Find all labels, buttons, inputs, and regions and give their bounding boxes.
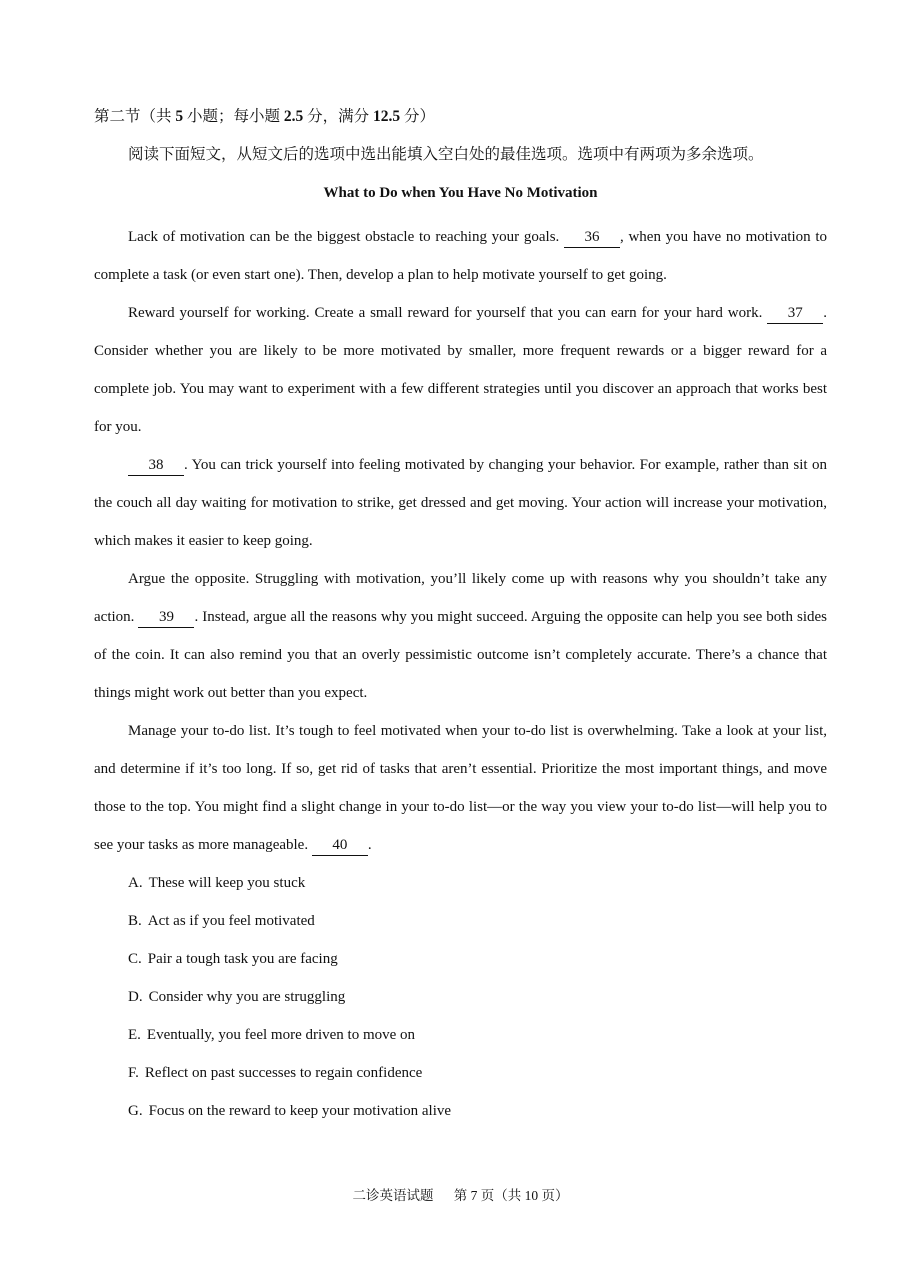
paragraph-text: , when you have no motivation to complete a task (or even start one). Then, develop a plan to help motivate yourself to get going. (94, 229, 828, 283)
option-letter: E. (128, 1027, 141, 1043)
option-a (94, 864, 827, 902)
option-text: Pair a tough task you are facing (147, 951, 338, 967)
option-letter: C. (128, 951, 142, 967)
option-text: Focus on the reward to keep your motivation alive (148, 1103, 452, 1119)
paragraph-3 (94, 446, 827, 560)
answer-options (94, 864, 827, 1130)
section-label: 分） (400, 108, 436, 125)
section-label: 第二节（共 (94, 108, 176, 125)
paragraph-text: . (367, 837, 372, 853)
page-footer: 二诊英语试题 第 7 页（共 10 页） (352, 1188, 569, 1203)
blank-40: 40 (312, 835, 368, 856)
paragraph-1 (94, 218, 827, 294)
paragraph-text: . You can trick yourself into feeling motivated by changing your behavior. For example, rather than sit on the couch all day waiting for motivation to strike, get dressed and get moving. Your action will increase your motivation, which makes it easier to keep going. (94, 457, 827, 549)
paragraph-4 (94, 560, 827, 712)
option-text: Reflect on past successes to regain confidence (144, 1065, 423, 1081)
option-letter: A. (128, 875, 143, 891)
paragraph-text: . Consider whether you are likely to be more motivated by smaller, more frequent rewards or a bigger reward for a complete job. You may want to experiment with a few different strategies until you discover an approach that works best for you. (94, 305, 827, 435)
option-f (94, 1054, 827, 1092)
option-letter: B. (128, 913, 142, 929)
exam-page (94, 104, 827, 1130)
option-letter: F. (128, 1065, 139, 1081)
paragraph-text: . Instead, argue all the reasons why you might succeed. Arguing the opposite can help you see both sides of the coin. It can also remind you that an overly pessimistic outcome isn’t completely accurate. There’s a chance that things might work out better than you expect. (94, 609, 827, 701)
paragraph-text: Reward yourself for working. Create a small reward for yourself that you can earn for your hard work. (128, 305, 768, 321)
paragraph-text: Lack of motivation can be the biggest obstacle to reaching your goals. (128, 229, 565, 245)
blank-39: 39 (138, 607, 194, 628)
option-letter: D. (128, 989, 143, 1005)
option-text: Eventually, you feel more driven to move on (146, 1027, 416, 1043)
points-each: 2.5 (283, 108, 304, 125)
blank-37: 37 (767, 303, 823, 324)
paragraph-5 (94, 712, 827, 864)
option-text: These will keep you stuck (148, 875, 306, 891)
option-letter: G. (128, 1103, 143, 1119)
passage-title: What to Do when You Have No Motivation (323, 185, 598, 201)
blank-38: 38 (128, 455, 184, 476)
section-label: 小题；每小题 (183, 108, 284, 125)
question-count: 5 (175, 108, 184, 125)
paragraph-text: Argue the opposite. Struggling with motivation, you’ll likely come up with reasons why you shouldn’t take any action. (94, 571, 827, 625)
option-c (94, 940, 827, 978)
option-text: Act as if you feel motivated (147, 913, 315, 929)
option-d (94, 978, 827, 1016)
instructions: 阅读下面短文，从短文后的选项中选出能填入空白处的最佳选项。选项中有两项为多余选项。 (128, 146, 764, 163)
option-g (94, 1092, 827, 1130)
paragraph-text: Manage your to-do list. It’s tough to feel motivated when your to-do list is overwhelming. Take a look at your list, and determine if it’s too long. If so, get rid of tasks that aren’t essential. Prioritize the most important things, and move those to the top. You might find a slight change in your to-do list—or the way you view your to-do list—will help you to see your tasks as more manageable. (94, 723, 827, 853)
section-heading (94, 104, 827, 130)
option-b (94, 902, 827, 940)
option-text: Consider why you are struggling (148, 989, 346, 1005)
points-total: 12.5 (373, 108, 401, 125)
option-e (94, 1016, 827, 1054)
paragraph-2 (94, 294, 827, 446)
section-label: 分，满分 (303, 108, 374, 125)
blank-36: 36 (564, 227, 620, 248)
